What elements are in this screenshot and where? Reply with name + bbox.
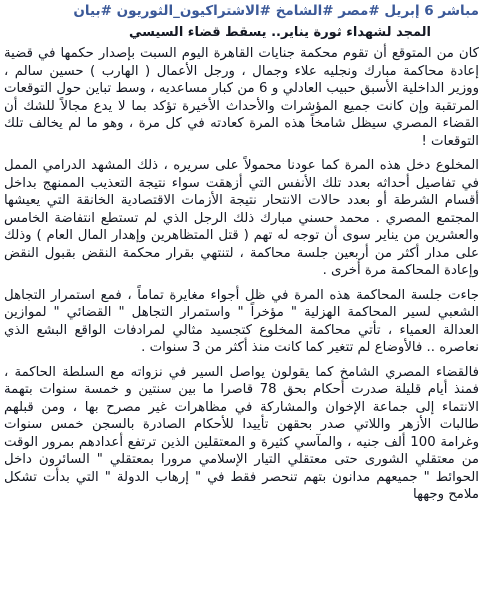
post-paragraph: المخلوع دخل هذه المرة كما عودنا محمولاً على سريره ، ذلك المشهد الدرامي الممل في تفاصيل أحداثه بعدد تلك الأنفس التي أزهقت سواء نتيجة التعذيب الممنهج بداخل أقسام الشرطة أو بعدد حالات الانتحار نتيجة الأزمات الاقتصادية الخانقة التي يعيشها المجتمع المصري . محمد حسني مبارك ذلك الرجل الذي لم تستطع انتفاضة الخامس والعشرين من يناير سوى أن توجه له تهم ( قتل المتظاهرين وإهدار المال العام ) وذلك على مدار أكثر من أربعين جلسة محاكمة ، لتنتهي بقرار محكمة النقض بقبول النقض وإعادة المحاكمة مرة أخرى . — [4, 158, 479, 278]
post-paragraph: جاءت جلسة المحاكمة هذه المرة في ظل أجواء مغايرة تماماً ، فمع استمرار التجاهل الشعبي لسير المحاكمة الهزلية " مؤخراً " واستمرار التجاهل " القضائي " لموازين العدالة العمياء ، تأتي محاكمة المخلوع كتجسيد مثالي لمرادفات الواقع البشع الذي نعاصره .. فالأوضاع لم تتغير كما كانت منذ أكثر من 3 سنوات . — [4, 287, 479, 355]
post-tagline: المجد لشهداء ثورة يناير.. يسقط قضاء السيسي — [129, 25, 431, 40]
post-hashtags[interactable]: مباشر 6 إبريل #مصر #الشامخ #الاشتراكيون_الثوريون #بيان — [73, 3, 479, 19]
post-paragraph: فالقضاء المصري الشامخ كما يقولون يواصل السير في نزواته مع السلطة الحاكمة ، فمنذ أيام قليلة صدرت أحكام بحق 78 قاصرا ما بين سنتين و خمسة سنوات بتهمة الانتماء إلى جماعة الإخوان والمشاركة في مظاهرات غير مصرح بها ، ومن قبلهم طالبات الأزهر واللاتي صدر بحقهن تأييدا للأحكام الصادرة بالسجن خمس سنوات وغرامة 100 ألف جنيه ، والمآسي كثيرة و المعتقلين الذين ترتفع أعدادهم بمرور الوقت من معتقلي الشورى حتى معتقلي التيار الإسلامي مرورا بمعتقلي " السائرون داخل الحوائط " جميعهم مدانون بتهم تنحصر فقط في " إرهاب الدولة " التي بدأت تشكل ملامح وجهها — [4, 364, 479, 502]
post-paragraph: كان من المتوقع أن تقوم محكمة جنايات القاهرة اليوم السبت بإصدار حكمها في قضية إعادة محاكمة مبارك ونجليه علاء وجمال ، ورجل الأعمال ( الهارب ) حسين سالم ، ووزير الداخلية الأسبق حبيب العادلي و 6 من كبار مساعديه ، وسط تباين حول التوقعات المرتقبة وإن كانت جميع المؤشرات والأحداث الأخيرة تؤكد بما لا يدع مجالاً للشك أن القضاء المصري سيظل شامخاً هذه المرة كعادته في كل مرة ، وهو ما لم يخالف تلك التوقعات ! — [4, 46, 479, 149]
